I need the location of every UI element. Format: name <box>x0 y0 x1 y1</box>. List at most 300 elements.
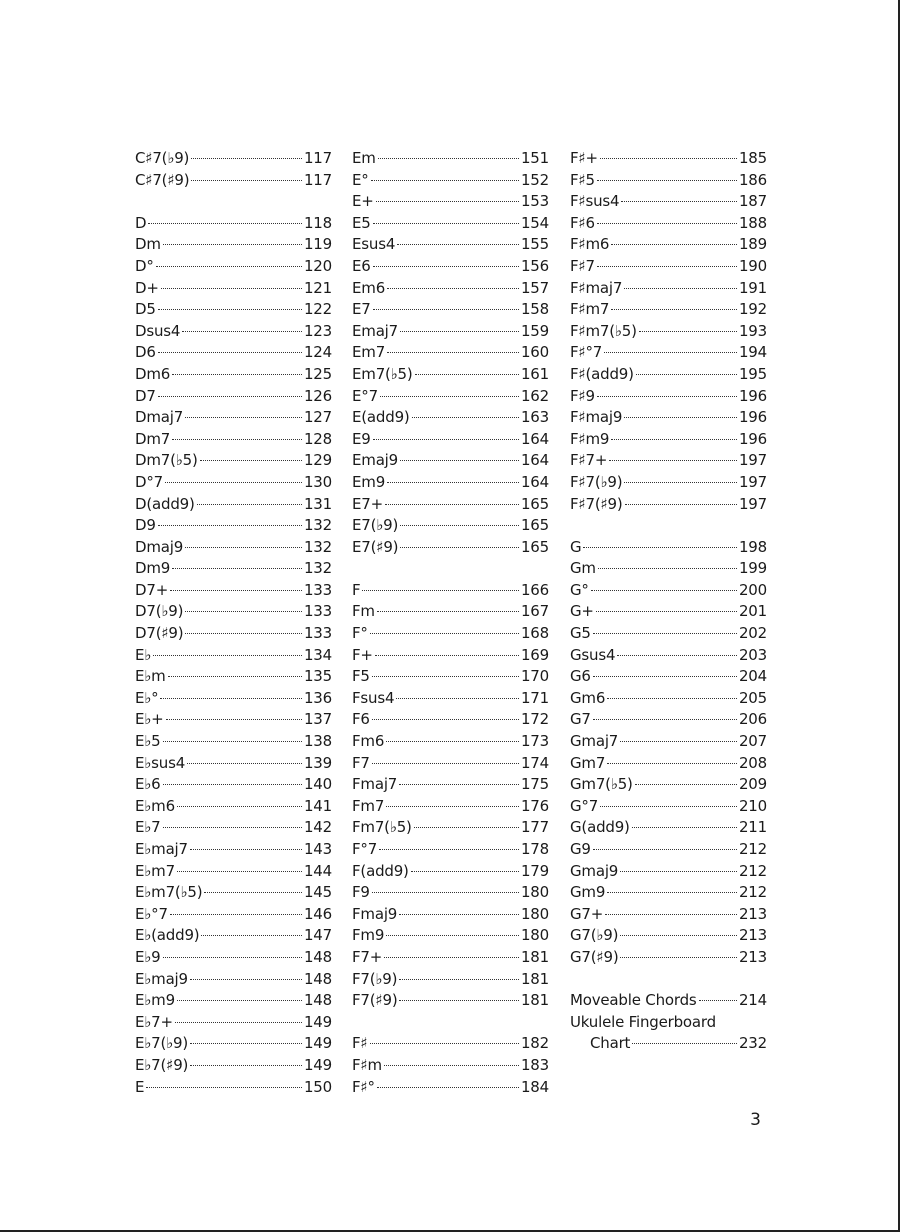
index-entry <box>570 494 767 516</box>
page-ref: 196 <box>738 386 767 405</box>
page-ref: 163 <box>520 408 549 427</box>
dot-leader <box>397 244 519 245</box>
dot-leader <box>158 309 302 310</box>
page-ref: 164 <box>520 429 549 448</box>
index-entry <box>352 580 549 602</box>
chord-name: E7+ <box>352 494 383 513</box>
chord-name: F9 <box>352 883 370 902</box>
page-ref: 212 <box>738 840 767 858</box>
chord-name: D <box>135 213 147 232</box>
chord-name: E♭m7 <box>135 861 175 880</box>
chord-name: Gsus4 <box>570 645 616 664</box>
page-ref: 138 <box>303 732 332 751</box>
page-ref: 147 <box>303 926 332 945</box>
page-ref: 160 <box>520 343 549 362</box>
dot-leader <box>190 1043 302 1044</box>
page-ref: 170 <box>520 667 549 686</box>
dot-leader <box>165 482 302 483</box>
dot-leader <box>371 180 519 181</box>
chord-name: F7 <box>352 753 370 772</box>
page-ref: 196 <box>738 408 767 427</box>
index-entry <box>135 969 332 991</box>
page-ref: 132 <box>303 516 332 535</box>
chord-name: Em <box>352 149 376 167</box>
index-spacer <box>570 969 767 991</box>
dot-leader <box>362 590 519 591</box>
index-entry <box>352 321 549 343</box>
index-entry <box>352 925 549 947</box>
chord-name: E° <box>352 170 369 189</box>
index-entry <box>352 882 549 904</box>
dot-leader <box>177 871 302 872</box>
index-entry <box>352 817 549 839</box>
dot-leader <box>373 439 519 440</box>
index-entry <box>135 753 332 775</box>
chord-name: F7+ <box>352 947 383 966</box>
index-entry <box>135 515 332 537</box>
dot-leader <box>191 180 302 181</box>
chord-name: Gm7 <box>570 753 606 772</box>
page-ref: 139 <box>303 753 332 772</box>
dot-leader <box>372 763 519 764</box>
dot-leader <box>591 590 737 591</box>
dot-leader <box>200 460 302 461</box>
page-ref: 141 <box>303 796 332 815</box>
chord-name: F♯° <box>352 1077 375 1096</box>
chord-name: Dm7 <box>135 429 171 448</box>
index-entry <box>135 601 332 623</box>
chord-name: C♯7(♭9) <box>135 149 190 167</box>
index-entry <box>135 796 332 818</box>
index-entry <box>352 666 549 688</box>
page-ref: 180 <box>520 926 549 945</box>
page-ref: 188 <box>738 213 767 232</box>
chord-name: F♯+ <box>570 149 598 167</box>
index-entry <box>135 839 332 861</box>
chord-name: E♭m <box>135 667 166 686</box>
index-entry <box>352 688 549 710</box>
index-entry <box>570 623 767 645</box>
dot-leader <box>170 590 302 591</box>
dot-leader <box>163 244 302 245</box>
index-entry <box>570 861 767 883</box>
chord-name: E(add9) <box>352 408 410 427</box>
index-entry <box>570 386 767 408</box>
index-entry <box>570 709 767 731</box>
page-ref: 178 <box>520 840 549 858</box>
chord-name: E♭6 <box>135 775 161 794</box>
chord-name: D7 <box>135 386 156 405</box>
dot-leader <box>620 957 736 958</box>
chord-name: G7(♭9) <box>570 926 619 945</box>
index-entry <box>570 450 767 472</box>
chord-name: F♯m7(♭5) <box>570 321 637 340</box>
chord-name: Emaj9 <box>352 451 398 470</box>
index-entry <box>570 731 767 753</box>
index-entry <box>570 234 767 256</box>
index-entry <box>135 623 332 645</box>
chord-name: G7+ <box>570 904 604 923</box>
dot-leader <box>635 784 737 785</box>
page-ref: 199 <box>738 559 767 578</box>
dot-leader <box>172 568 302 569</box>
index-entry <box>135 148 332 170</box>
index-entry <box>352 191 549 213</box>
chord-name: Chart <box>590 1034 631 1053</box>
dot-leader <box>384 1065 519 1066</box>
chord-name: Esus4 <box>352 235 396 254</box>
index-entry <box>135 666 332 688</box>
dot-leader <box>163 784 302 785</box>
chord-name: Dmaj7 <box>135 408 184 427</box>
page-ref: 183 <box>520 1055 549 1074</box>
page-ref: 181 <box>520 969 549 988</box>
dot-leader <box>201 935 302 936</box>
chord-name: Gmaj7 <box>570 732 619 751</box>
chord-name: Dm9 <box>135 559 171 578</box>
chord-name: C♯7(♯9) <box>135 170 190 189</box>
index-entry <box>135 580 332 602</box>
page-ref: 133 <box>303 580 332 599</box>
index-entry <box>135 709 332 731</box>
dot-leader <box>597 266 737 267</box>
page-ref: 175 <box>520 775 549 794</box>
page-ref: 192 <box>738 300 767 319</box>
page-ref: 120 <box>303 256 332 275</box>
chord-name: F7(♭9) <box>352 969 398 988</box>
index-entry <box>135 882 332 904</box>
chord-name: E♭ <box>135 645 152 664</box>
dot-leader <box>387 482 519 483</box>
index-entry <box>570 882 767 904</box>
chord-name: F+ <box>352 645 373 664</box>
dot-leader <box>161 288 302 289</box>
page-ref: 169 <box>520 645 549 664</box>
dot-leader <box>373 309 519 310</box>
dot-leader <box>396 698 519 699</box>
page-ref: 148 <box>303 947 332 966</box>
chord-name: F♯m <box>352 1055 382 1074</box>
chord-name: E♭+ <box>135 710 164 729</box>
page-ref: 191 <box>738 278 767 297</box>
index-entry <box>352 796 549 818</box>
chord-name: F♯7 <box>570 256 595 275</box>
chord-name: E°7 <box>352 386 378 405</box>
index-entry <box>570 213 767 235</box>
dot-leader <box>163 827 302 828</box>
chord-name: F♯7(♯9) <box>570 494 623 513</box>
index-entry <box>352 364 549 386</box>
page-ref: 213 <box>738 904 767 923</box>
page-ref: 164 <box>520 472 549 491</box>
chord-name: Fmaj7 <box>352 775 398 794</box>
dot-leader <box>593 633 737 634</box>
index-entry <box>352 839 549 861</box>
chord-name: F♯7(♭9) <box>570 472 623 491</box>
page-ref: 172 <box>520 710 549 729</box>
page-ref: 143 <box>303 840 332 858</box>
index-entry <box>570 753 767 775</box>
chord-name: E♭(add9) <box>135 926 200 945</box>
index-column-3 <box>570 148 767 1055</box>
page-ref: 156 <box>520 256 549 275</box>
page-ref: 180 <box>520 883 549 902</box>
index-entry <box>135 321 332 343</box>
page-number: 3 <box>750 1110 761 1130</box>
dot-leader <box>160 698 302 699</box>
dot-leader <box>607 763 737 764</box>
dot-leader <box>370 1043 519 1044</box>
index-entry <box>570 1033 767 1055</box>
index-entry <box>352 170 549 192</box>
index-column-1 <box>135 148 332 1098</box>
dot-leader <box>611 244 737 245</box>
index-entry <box>135 817 332 839</box>
page-ref: 176 <box>520 796 549 815</box>
dot-leader <box>399 979 519 980</box>
chord-name: D7(♭9) <box>135 602 184 621</box>
index-entry <box>135 1033 332 1055</box>
dot-leader <box>204 892 302 893</box>
page-ref: 214 <box>738 991 767 1010</box>
dot-leader <box>620 935 737 936</box>
page-ref: 123 <box>303 321 332 340</box>
dot-leader <box>185 633 302 634</box>
page-ref: 212 <box>738 861 767 880</box>
page-ref: 168 <box>520 624 549 643</box>
chord-name: Fm9 <box>352 926 385 945</box>
index-entry <box>135 990 332 1012</box>
page-ref: 202 <box>738 624 767 643</box>
index-entry <box>352 990 549 1012</box>
index-entry <box>570 796 767 818</box>
dot-leader <box>163 957 302 958</box>
dot-leader <box>170 914 302 915</box>
page-ref: 197 <box>738 494 767 513</box>
index-entry <box>135 342 332 364</box>
index-entry <box>570 601 767 623</box>
dot-leader <box>611 309 737 310</box>
dot-leader <box>632 1043 737 1044</box>
page-ref: 117 <box>303 170 332 189</box>
page-ref: 165 <box>520 537 549 556</box>
index-entry <box>135 861 332 883</box>
chord-name: F6 <box>352 710 370 729</box>
index-entry <box>135 472 332 494</box>
index-entry <box>570 688 767 710</box>
dot-leader <box>386 741 519 742</box>
index-entry <box>570 558 767 580</box>
dot-leader <box>620 741 737 742</box>
page-ref: 131 <box>303 494 332 513</box>
index-entry <box>135 537 332 559</box>
index-entry <box>135 947 332 969</box>
index-entry <box>352 537 549 559</box>
chord-name: Gm <box>570 559 596 578</box>
dot-leader <box>387 288 519 289</box>
page-ref: 181 <box>520 991 549 1010</box>
page-ref: 179 <box>520 861 549 880</box>
dot-leader <box>158 352 302 353</box>
page-ref: 194 <box>738 343 767 362</box>
dot-leader <box>593 676 737 677</box>
dot-leader <box>182 331 302 332</box>
page-ref: 166 <box>520 580 549 599</box>
dot-leader <box>414 827 519 828</box>
index-entry <box>135 1012 332 1034</box>
page-ref: 208 <box>738 753 767 772</box>
dot-leader <box>386 935 519 936</box>
index-column-2 <box>352 148 549 1098</box>
page-ref: 152 <box>520 170 549 189</box>
page-ref: 154 <box>520 213 549 232</box>
page-ref: 198 <box>738 537 767 556</box>
page-ref: 174 <box>520 753 549 772</box>
chord-name: D6 <box>135 343 156 362</box>
chord-name: E♭°7 <box>135 904 168 923</box>
chord-name: F♯7+ <box>570 451 608 470</box>
page-ref: 210 <box>738 796 767 815</box>
page-ref: 200 <box>738 580 767 599</box>
index-entry <box>352 645 549 667</box>
index-entry <box>352 861 549 883</box>
page-ref: 193 <box>738 321 767 340</box>
dot-leader <box>185 547 302 548</box>
chord-name: E♭m9 <box>135 991 175 1010</box>
dot-leader <box>190 849 302 850</box>
dot-leader <box>636 374 737 375</box>
index-entry <box>570 429 767 451</box>
index-entry <box>352 753 549 775</box>
index-entry <box>135 645 332 667</box>
index-entry <box>135 558 332 580</box>
index-entry <box>570 580 767 602</box>
dot-leader <box>172 374 302 375</box>
index-entry <box>135 364 332 386</box>
page-ref: 203 <box>738 645 767 664</box>
index-entry <box>352 1033 549 1055</box>
page-ref: 145 <box>303 883 332 902</box>
dot-leader <box>607 892 737 893</box>
dot-leader <box>400 525 519 526</box>
dot-leader <box>597 223 737 224</box>
index-entry <box>570 148 767 170</box>
page-ref: 119 <box>303 235 332 254</box>
index-entry <box>135 494 332 516</box>
chord-name: E♭9 <box>135 947 161 966</box>
dot-leader <box>377 1087 519 1088</box>
index-entry <box>135 925 332 947</box>
page-ref: 149 <box>303 1055 332 1074</box>
index-entry <box>135 170 332 192</box>
dot-leader <box>187 763 302 764</box>
chord-name: F♯sus4 <box>570 192 620 211</box>
chord-name: Dm7(♭5) <box>135 451 198 470</box>
page-ref: 125 <box>303 364 332 383</box>
dot-leader <box>583 547 737 548</box>
index-entry <box>352 904 549 926</box>
dot-leader <box>372 676 519 677</box>
page-ref: 149 <box>303 1012 332 1031</box>
chord-name: D+ <box>135 278 159 297</box>
index-entry <box>135 731 332 753</box>
chord-name: E♭m6 <box>135 796 175 815</box>
page-ref: 197 <box>738 472 767 491</box>
chord-name: F5 <box>352 667 370 686</box>
chord-name: F <box>352 580 361 599</box>
chord-name: F♯(add9) <box>570 364 634 383</box>
dot-leader <box>699 1000 737 1001</box>
dot-leader <box>400 460 519 461</box>
dot-leader <box>156 266 302 267</box>
chord-name: E♭m7(♭5) <box>135 883 203 902</box>
page-ref: 136 <box>303 688 332 707</box>
index-entry <box>352 472 549 494</box>
dot-leader <box>146 1087 302 1088</box>
chord-name: Dm <box>135 235 161 254</box>
dot-leader <box>624 482 737 483</box>
page-ref: 149 <box>303 1034 332 1053</box>
page-ref: 213 <box>738 926 767 945</box>
chord-name: Gm7(♭5) <box>570 775 633 794</box>
page-ref: 134 <box>303 645 332 664</box>
index-entry <box>570 947 767 969</box>
page-ref: 158 <box>520 300 549 319</box>
index-entry <box>352 1077 549 1099</box>
index-entry <box>135 774 332 796</box>
index-entry <box>570 666 767 688</box>
chord-name: E♭7(♭9) <box>135 1034 189 1053</box>
chord-name: Em7(♭5) <box>352 364 413 383</box>
chord-name: E♭7(♯9) <box>135 1055 189 1074</box>
page-ref: 155 <box>520 235 549 254</box>
index-entry <box>570 321 767 343</box>
chord-name: E7(♭9) <box>352 516 399 535</box>
chord-name: G° <box>570 580 589 599</box>
index-entry <box>352 947 549 969</box>
dot-leader <box>370 633 519 634</box>
page-ref: 173 <box>520 732 549 751</box>
page-ref: 190 <box>738 256 767 275</box>
chord-name: F♯m6 <box>570 235 610 254</box>
page-ref: 144 <box>303 861 332 880</box>
dot-leader <box>377 611 519 612</box>
chord-name: F♯5 <box>570 170 595 189</box>
page-ref: 165 <box>520 516 549 535</box>
dot-leader <box>372 719 519 720</box>
index-entry <box>352 213 549 235</box>
chord-name: F7(♯9) <box>352 991 398 1010</box>
dot-leader <box>190 979 302 980</box>
index-entry <box>135 213 332 235</box>
chord-name: E7(♯9) <box>352 537 399 556</box>
chord-name: G6 <box>570 667 591 686</box>
page-ref: 133 <box>303 624 332 643</box>
dot-leader <box>600 806 737 807</box>
page-ref: 206 <box>738 710 767 729</box>
page-ref: 124 <box>303 343 332 362</box>
index-entry <box>352 623 549 645</box>
dot-leader <box>624 417 737 418</box>
chord-name: Gm6 <box>570 688 606 707</box>
chord-name: E7 <box>352 300 371 319</box>
chord-name: Dm6 <box>135 364 171 383</box>
page-ref: 186 <box>738 170 767 189</box>
index-spacer <box>570 515 767 537</box>
chord-name: D7+ <box>135 580 169 599</box>
dot-leader <box>624 288 737 289</box>
dot-leader <box>378 158 519 159</box>
